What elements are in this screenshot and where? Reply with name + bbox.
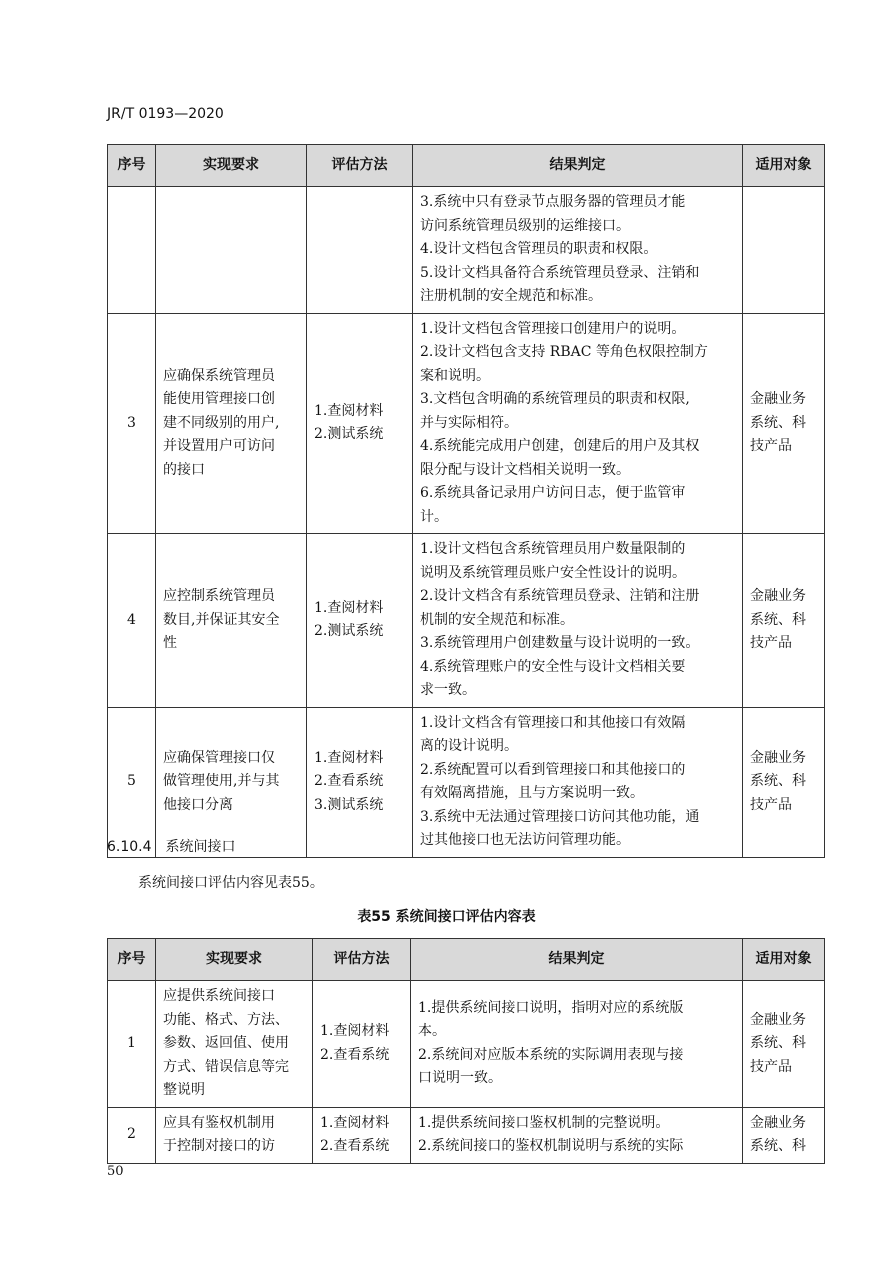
table-header-row [108,939,825,981]
cell-requirement-line: 并设置用户可访问 [163,438,275,454]
cell-requirement-line: 做管理使用,并与其 [163,773,280,790]
cell-method [307,313,413,534]
cell-target [743,534,825,708]
document-code: JR/T 0193—2020 [107,106,224,122]
cell-result-line: 2.系统间对应版本系统的实际调用表现与接 [418,1046,684,1063]
cell-method-line: 3.测试系统 [314,796,384,813]
cell-requirement-line: 参数、返回值、使用 [163,1035,289,1051]
cell-requirement-line: 应确保系统管理员 [163,367,275,384]
cell-target-line: 系统、科 [750,1035,806,1051]
cell-target [743,313,825,534]
cell-num: 2 [108,1107,156,1163]
col-header-requirement: 实现要求 [156,939,313,981]
cell-result-line: 4.设计文档包含管理员的职责和权限。 [420,241,658,257]
cell-requirement-line: 应具有鉴权机制用 [163,1114,275,1131]
col-header-result: 结果判定 [411,939,743,981]
cell-result-line: 计。 [420,508,448,525]
cell-method-line: 1.查阅材料 [314,599,384,616]
table-row [108,707,825,857]
cell-result-line: 说明及系统管理员账户安全性设计的说明。 [420,564,686,581]
table-row [108,981,825,1108]
cell-requirement-line: 性 [163,635,177,651]
cell-method-line: 1.查阅材料 [320,1023,390,1040]
cell-requirement-line: 应控制系统管理员 [163,588,275,604]
cell-result-line: 2.系统间接口的鉴权机制说明与系统的实际 [418,1138,684,1154]
cell-result [413,187,743,314]
col-header-method: 评估方法 [313,939,411,981]
cell-result-line: 2.系统配置可以看到管理接口和其他接口的 [420,761,686,778]
cell-target [743,1107,825,1163]
cell-result-line: 机制的安全规范和标准。 [420,611,574,628]
cell-method-line: 1.查阅材料 [320,1114,390,1131]
cell-result-line: 过其他接口也无法访问管理功能。 [420,832,630,848]
cell-target-line: 系统、科 [750,414,806,431]
cell-result-line: 案和说明。 [420,367,490,384]
table-row [108,1107,825,1163]
cell-target-line: 系统、科 [750,611,806,628]
cell-result-line: 4.系统管理账户的安全性与设计文档相关要 [420,658,686,675]
cell-requirement-line: 的接口 [163,461,205,478]
cell-requirement [156,187,307,314]
cell-requirement [156,1107,313,1163]
cell-requirement-line: 应确保管理接口仅 [163,749,275,766]
cell-requirement [156,313,307,534]
cell-target-line: 金融业务 [750,749,806,766]
cell-result [411,1107,743,1163]
cell-result-line: 口说明一致。 [418,1070,502,1087]
cell-result-line: 1.设计文档含有管理接口和其他接口有效隔 [420,714,686,731]
cell-result-line: 并与实际相符。 [420,414,518,431]
cell-requirement [156,981,313,1108]
cell-result [413,707,743,857]
cell-requirement [156,707,307,857]
cell-result-line: 1.提供系统间接口说明，指明对应的系统版 [418,999,684,1016]
cell-result [413,534,743,708]
cell-method-line: 1.查阅材料 [314,749,384,766]
cell-method-line: 2.查看系统 [314,773,384,790]
cell-result-line: 1.设计文档包含系统管理员用户数量限制的 [420,541,686,557]
cell-result-line: 2.设计文档含有系统管理员登录、注销和注册 [420,588,700,604]
cell-target-line: 系统、科 [750,773,806,790]
cell-result [411,981,743,1108]
cell-method-line: 2.测试系统 [314,623,384,640]
cell-num [108,187,156,314]
cell-result-line: 3.文档包含明确的系统管理员的职责和权限, [420,391,690,407]
cell-result-line: 4.系统能完成用户创建，创建后的用户及其权 [420,438,700,454]
col-header-num: 序号 [108,145,156,187]
cell-result-line: 2.设计文档包含支持 RBAC 等角色权限控制方 [420,344,708,360]
cell-method-line: 2.查看系统 [320,1046,390,1063]
cell-method [307,534,413,708]
col-header-target: 适用对象 [743,145,825,187]
cell-target-line: 技产品 [750,1058,792,1075]
col-header-requirement: 实现要求 [156,145,307,187]
cell-result-line: 1.提供系统间接口鉴权机制的完整说明。 [418,1114,670,1131]
section-heading [107,836,236,856]
cell-result-line: 有效隔离措施，且与方案说明一致。 [420,785,644,801]
cell-target-line: 金融业务 [750,1011,806,1028]
cell-num: 1 [108,981,156,1108]
cell-requirement-line: 整说明 [163,1082,205,1098]
cell-requirement-line: 能使用管理接口创 [163,391,275,407]
cell-method-line: 1.查阅材料 [314,402,384,419]
cell-result-line: 5.设计文档具备符合系统管理员登录、注销和 [420,264,700,281]
cell-requirement-line: 应提供系统间接口 [163,988,275,1004]
table-header-row [108,145,825,187]
cell-method [313,1107,411,1163]
cell-num: 5 [108,707,156,857]
table-row [108,313,825,534]
cell-result-line: 访问系统管理员级别的运维接口。 [420,217,630,234]
cell-method-line: 2.测试系统 [314,426,384,443]
cell-result-line: 3.系统中无法通过管理接口访问其他功能，通 [420,808,700,825]
cell-num: 4 [108,534,156,708]
cell-target-line: 金融业务 [750,1114,806,1131]
cell-result-line: 3.系统管理用户创建数量与设计说明的一致。 [420,635,700,651]
cell-result [413,313,743,534]
cell-target-line: 技产品 [750,796,792,813]
cell-requirement [156,534,307,708]
cell-result-line: 求一致。 [420,682,476,698]
page-number: 50 [107,1164,124,1179]
cell-requirement-line: 功能、格式、方法、 [163,1011,289,1028]
cell-target-line: 金融业务 [750,391,806,407]
section-number: 6.10.4 [107,839,152,855]
cell-target-line: 技产品 [750,438,792,454]
cell-requirement-line: 于控制对接口的访 [163,1138,275,1154]
cell-target-line: 技产品 [750,635,792,651]
cell-method [307,707,413,857]
table-management-interface [107,144,825,858]
cell-requirement-line: 建不同级别的用户, [163,414,280,431]
cell-result-line: 3.系统中只有登录节点服务器的管理员才能 [420,194,686,210]
cell-result-line: 6.系统具备记录用户访问日志，便于监管审 [420,485,686,501]
cell-result-line: 本。 [418,1023,446,1040]
cell-result-line: 离的设计说明。 [420,738,518,754]
section-title: 系统间接口 [165,839,236,855]
col-header-target: 适用对象 [743,939,825,981]
intro-paragraph: 系统间接口评估内容见表55。 [138,875,324,891]
cell-target [743,187,825,314]
table-row [108,534,825,708]
cell-requirement-line: 数目,并保证其安全 [163,611,280,628]
cell-requirement-line: 他接口分离 [163,796,233,813]
cell-method-line: 2.查看系统 [320,1138,390,1154]
cell-requirement-line: 方式、错误信息等完 [163,1058,289,1075]
cell-result-line: 注册机制的安全规范和标准。 [420,288,602,304]
col-header-num: 序号 [108,939,156,981]
col-header-result: 结果判定 [413,145,743,187]
cell-method [307,187,413,314]
cell-method [313,981,411,1108]
cell-result-line: 1.设计文档包含管理接口创建用户的说明。 [420,320,686,337]
cell-target [743,981,825,1108]
col-header-method: 评估方法 [307,145,413,187]
table-system-interface [107,938,825,1164]
cell-target [743,707,825,857]
cell-num: 3 [108,313,156,534]
table-caption: 表55 系统间接口评估内容表 [357,909,536,925]
cell-result-line: 限分配与设计文档相关说明一致。 [420,461,630,478]
cell-target-line: 金融业务 [750,588,806,604]
cell-target-line: 系统、科 [750,1138,806,1154]
table-row [108,187,825,314]
